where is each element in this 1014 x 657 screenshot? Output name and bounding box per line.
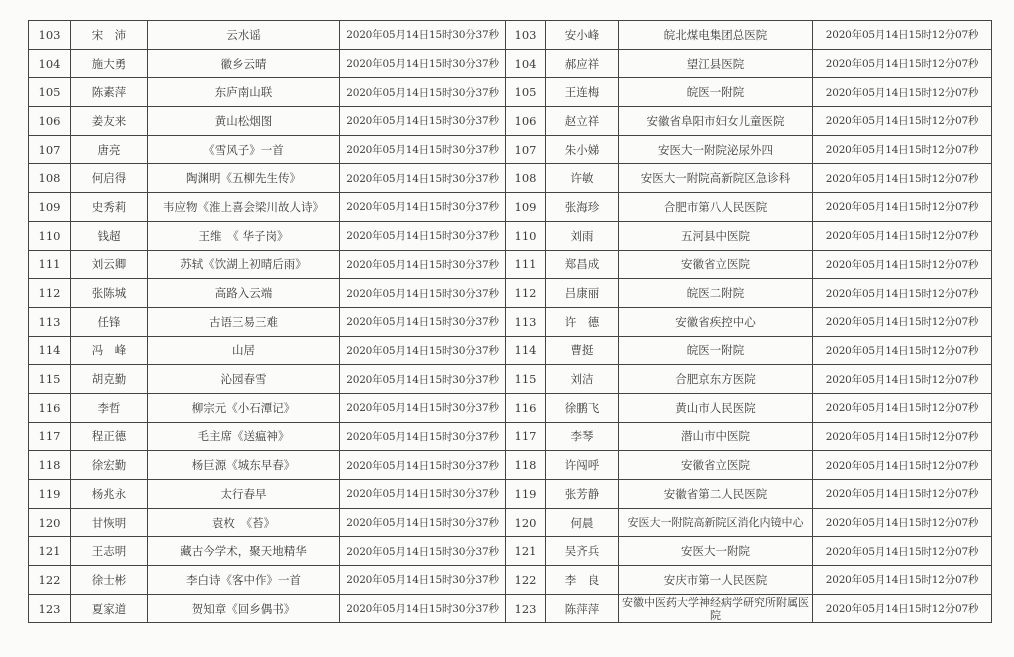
left-time-cell: 2020年05月14日15时30分37秒 [340,193,506,222]
left-time-cell: 2020年05月14日15时30分37秒 [340,508,506,537]
right-name-cell: 张芳静 [546,480,619,509]
left-name-cell: 王志明 [71,537,148,566]
table-row [29,508,992,537]
left-name-cell: 姜友来 [71,107,148,136]
right-time-cell: 2020年05月14日15时12分07秒 [813,164,992,193]
left-title-cell: 高路入云端 [148,279,340,308]
left-title-cell: 《雪风子》一首 [148,135,340,164]
table-row [29,250,992,279]
left-number-cell: 121 [29,537,71,566]
right-hospital-cell: 潜山市中医院 [619,422,813,451]
left-time-cell: 2020年05月14日15时30分37秒 [340,566,506,595]
right-hospital-cell: 五河县中医院 [619,221,813,250]
left-number-cell: 112 [29,279,71,308]
left-name-cell: 何启得 [71,164,148,193]
left-name-cell: 张陈城 [71,279,148,308]
left-name-cell: 胡克勤 [71,365,148,394]
left-time-cell: 2020年05月14日15时30分37秒 [340,393,506,422]
table-row [29,537,992,566]
left-title-cell: 山居 [148,336,340,365]
left-number-cell: 107 [29,135,71,164]
right-time-cell: 2020年05月14日15时12分07秒 [813,49,992,78]
table-row [29,480,992,509]
left-name-cell: 徐士彬 [71,566,148,595]
right-name-cell: 许 德 [546,307,619,336]
left-time-cell: 2020年05月14日15时30分37秒 [340,422,506,451]
left-title-cell: 苏轼《饮湖上初晴后雨》 [148,250,340,279]
left-number-cell: 120 [29,508,71,537]
table-row [29,193,992,222]
table-row [29,422,992,451]
table-body [29,21,992,623]
right-time-cell: 2020年05月14日15时12分07秒 [813,107,992,136]
left-number-cell: 113 [29,307,71,336]
left-number-cell: 119 [29,480,71,509]
right-name-cell: 安小峰 [546,21,619,50]
right-number-cell: 113 [506,307,546,336]
left-number-cell: 115 [29,365,71,394]
right-hospital-cell: 安徽省立医院 [619,250,813,279]
table-row [29,451,992,480]
right-hospital-cell: 安徽省立医院 [619,451,813,480]
left-time-cell: 2020年05月14日15时30分37秒 [340,250,506,279]
table-row [29,307,992,336]
right-number-cell: 118 [506,451,546,480]
left-number-cell: 104 [29,49,71,78]
left-name-cell: 甘恢明 [71,508,148,537]
left-time-cell: 2020年05月14日15时30分37秒 [340,365,506,394]
right-number-cell: 111 [506,250,546,279]
right-name-cell: 吴齐兵 [546,537,619,566]
right-name-cell: 陈萍萍 [546,594,619,623]
table-row [29,107,992,136]
right-number-cell: 123 [506,594,546,623]
left-title-cell: 黄山松烟图 [148,107,340,136]
left-title-cell: 沁园春雪 [148,365,340,394]
right-hospital-cell: 安医大一附院泌尿外四 [619,135,813,164]
right-number-cell: 115 [506,365,546,394]
left-number-cell: 109 [29,193,71,222]
right-hospital-cell: 皖北煤电集团总医院 [619,21,813,50]
left-name-cell: 钱超 [71,221,148,250]
right-name-cell: 李琴 [546,422,619,451]
right-number-cell: 116 [506,393,546,422]
left-time-cell: 2020年05月14日15时30分37秒 [340,78,506,107]
right-hospital-cell: 合肥京东方医院 [619,365,813,394]
table-row [29,135,992,164]
left-title-cell: 东庐南山联 [148,78,340,107]
right-time-cell: 2020年05月14日15时12分07秒 [813,21,992,50]
left-number-cell: 118 [29,451,71,480]
right-time-cell: 2020年05月14日15时12分07秒 [813,451,992,480]
right-hospital-cell: 安徽中医药大学神经病学研究所附属医院 [619,594,813,623]
right-number-cell: 114 [506,336,546,365]
right-time-cell: 2020年05月14日15时12分07秒 [813,480,992,509]
left-time-cell: 2020年05月14日15时30分37秒 [340,451,506,480]
right-hospital-cell: 皖医一附院 [619,78,813,107]
right-number-cell: 104 [506,49,546,78]
left-name-cell: 徐宏勤 [71,451,148,480]
right-name-cell: 徐鹏飞 [546,393,619,422]
right-name-cell: 郑昌成 [546,250,619,279]
right-name-cell: 郝应祥 [546,49,619,78]
right-name-cell: 刘雨 [546,221,619,250]
right-number-cell: 106 [506,107,546,136]
right-name-cell: 许闯呼 [546,451,619,480]
right-time-cell: 2020年05月14日15时12分07秒 [813,594,992,623]
right-hospital-cell: 安庆市第一人民医院 [619,566,813,595]
right-name-cell: 李 良 [546,566,619,595]
right-hospital-cell: 安医大一附院 [619,537,813,566]
right-name-cell: 刘洁 [546,365,619,394]
right-time-cell: 2020年05月14日15时12分07秒 [813,78,992,107]
left-title-cell: 毛主席《送瘟神》 [148,422,340,451]
right-name-cell: 朱小娣 [546,135,619,164]
right-number-cell: 121 [506,537,546,566]
right-name-cell: 王连梅 [546,78,619,107]
left-number-cell: 108 [29,164,71,193]
right-hospital-cell: 合肥市第八人民医院 [619,193,813,222]
right-time-cell: 2020年05月14日15时12分07秒 [813,336,992,365]
left-time-cell: 2020年05月14日15时30分37秒 [340,49,506,78]
left-title-cell: 柳宗元《小石潭记》 [148,393,340,422]
left-time-cell: 2020年05月14日15时30分37秒 [340,336,506,365]
left-name-cell: 施大勇 [71,49,148,78]
right-name-cell: 赵立祥 [546,107,619,136]
table-row [29,221,992,250]
left-title-cell: 藏古今学术，聚天地精华 [148,537,340,566]
table-row [29,336,992,365]
left-number-cell: 103 [29,21,71,50]
left-title-cell: 韦应物《淮上喜会梁川故人诗》 [148,193,340,222]
right-time-cell: 2020年05月14日15时12分07秒 [813,279,992,308]
left-title-cell: 袁枚 《苔》 [148,508,340,537]
left-title-cell: 古语三易三难 [148,307,340,336]
right-hospital-cell: 望江县医院 [619,49,813,78]
left-number-cell: 110 [29,221,71,250]
right-name-cell: 曹挺 [546,336,619,365]
right-time-cell: 2020年05月14日15时12分07秒 [813,250,992,279]
right-time-cell: 2020年05月14日15时12分07秒 [813,221,992,250]
table-row [29,594,992,623]
left-number-cell: 106 [29,107,71,136]
left-title-cell: 王维 《 华子岗》 [148,221,340,250]
right-number-cell: 122 [506,566,546,595]
left-time-cell: 2020年05月14日15时30分37秒 [340,164,506,193]
left-name-cell: 冯 峰 [71,336,148,365]
right-time-cell: 2020年05月14日15时12分07秒 [813,422,992,451]
right-time-cell: 2020年05月14日15时12分07秒 [813,508,992,537]
table-row [29,49,992,78]
left-name-cell: 史秀莉 [71,193,148,222]
left-title-cell: 陶渊明《五柳先生传》 [148,164,340,193]
left-name-cell: 刘云卿 [71,250,148,279]
left-time-cell: 2020年05月14日15时30分37秒 [340,135,506,164]
left-time-cell: 2020年05月14日15时30分37秒 [340,537,506,566]
left-title-cell: 贺知章《回乡偶书》 [148,594,340,623]
left-name-cell: 杨兆永 [71,480,148,509]
right-number-cell: 112 [506,279,546,308]
left-number-cell: 122 [29,566,71,595]
right-hospital-cell: 安徽省阜阳市妇女儿童医院 [619,107,813,136]
left-name-cell: 李哲 [71,393,148,422]
right-number-cell: 103 [506,21,546,50]
right-hospital-cell: 皖医二附院 [619,279,813,308]
left-title-cell: 太行春早 [148,480,340,509]
right-number-cell: 108 [506,164,546,193]
right-time-cell: 2020年05月14日15时12分07秒 [813,566,992,595]
right-hospital-cell: 皖医一附院 [619,336,813,365]
table-row [29,164,992,193]
left-title-cell: 李白诗《客中作》一首 [148,566,340,595]
left-name-cell: 程正德 [71,422,148,451]
left-name-cell: 陈素萍 [71,78,148,107]
table-row [29,21,992,50]
right-hospital-cell: 安医大一附院高新院区急诊科 [619,164,813,193]
right-time-cell: 2020年05月14日15时12分07秒 [813,193,992,222]
left-name-cell: 唐亮 [71,135,148,164]
left-name-cell: 宋 沛 [71,21,148,50]
right-time-cell: 2020年05月14日15时12分07秒 [813,135,992,164]
records-table [28,20,992,623]
right-time-cell: 2020年05月14日15时12分07秒 [813,365,992,394]
left-name-cell: 夏家道 [71,594,148,623]
left-number-cell: 117 [29,422,71,451]
right-hospital-cell: 黄山市人民医院 [619,393,813,422]
left-number-cell: 111 [29,250,71,279]
right-name-cell: 许敏 [546,164,619,193]
left-time-cell: 2020年05月14日15时30分37秒 [340,594,506,623]
right-name-cell: 张海珍 [546,193,619,222]
right-time-cell: 2020年05月14日15时12分07秒 [813,393,992,422]
left-time-cell: 2020年05月14日15时30分37秒 [340,221,506,250]
right-number-cell: 120 [506,508,546,537]
right-name-cell: 何晨 [546,508,619,537]
right-time-cell: 2020年05月14日15时12分07秒 [813,307,992,336]
left-title-cell: 徽乡云晴 [148,49,340,78]
right-hospital-cell: 安徽省第二人民医院 [619,480,813,509]
right-time-cell: 2020年05月14日15时12分07秒 [813,537,992,566]
left-time-cell: 2020年05月14日15时30分37秒 [340,107,506,136]
right-number-cell: 117 [506,422,546,451]
right-number-cell: 110 [506,221,546,250]
right-hospital-cell: 安徽省疾控中心 [619,307,813,336]
left-title-cell: 杨巨源《城东早春》 [148,451,340,480]
left-number-cell: 116 [29,393,71,422]
table-row [29,279,992,308]
right-number-cell: 107 [506,135,546,164]
table-row [29,365,992,394]
table-row [29,566,992,595]
right-number-cell: 119 [506,480,546,509]
table-row [29,393,992,422]
right-name-cell: 吕康丽 [546,279,619,308]
left-name-cell: 任锋 [71,307,148,336]
left-time-cell: 2020年05月14日15时30分37秒 [340,307,506,336]
table-row [29,78,992,107]
left-number-cell: 105 [29,78,71,107]
left-number-cell: 123 [29,594,71,623]
left-time-cell: 2020年05月14日15时30分37秒 [340,21,506,50]
left-time-cell: 2020年05月14日15时30分37秒 [340,480,506,509]
left-number-cell: 114 [29,336,71,365]
left-time-cell: 2020年05月14日15时30分37秒 [340,279,506,308]
right-hospital-cell: 安医大一附院高新院区消化内镜中心 [619,508,813,537]
right-number-cell: 109 [506,193,546,222]
left-title-cell: 云水谣 [148,21,340,50]
right-number-cell: 105 [506,78,546,107]
